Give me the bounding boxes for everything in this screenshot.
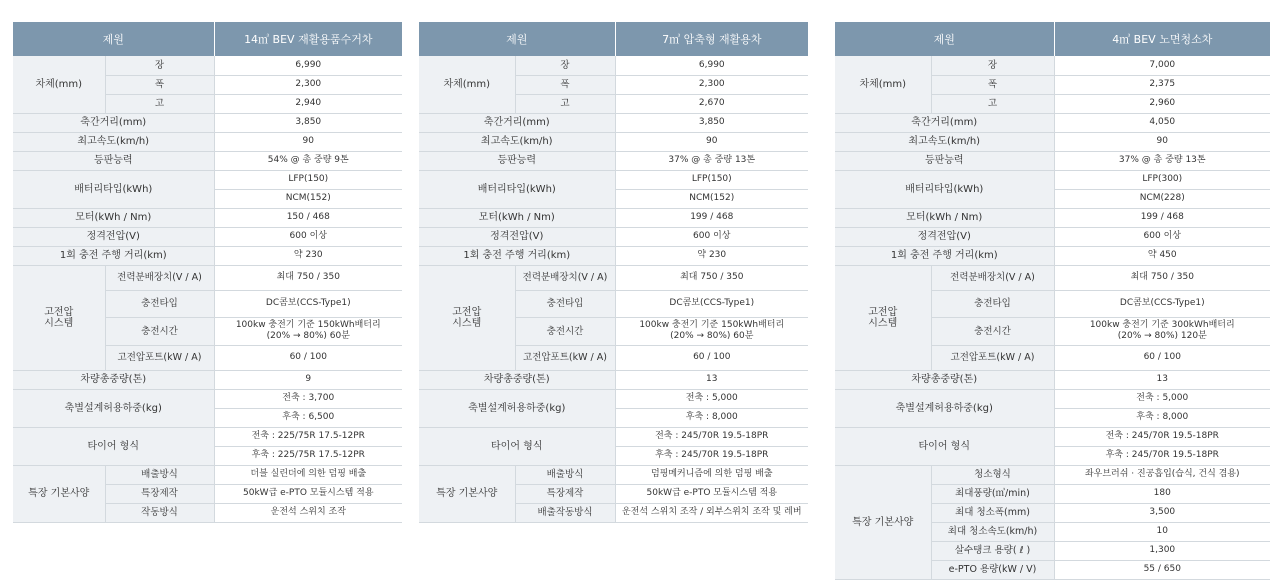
battery-label: 배터리타입(kWh) xyxy=(13,170,214,208)
high-voltage-port-value: 60 / 100 xyxy=(214,345,402,370)
wheelbase-label: 축간거리(mm) xyxy=(13,113,214,132)
battery-label: 배터리타입(kWh) xyxy=(419,170,615,208)
header-label: 제원 xyxy=(419,22,615,56)
motor-label: 모터(kWh / Nm) xyxy=(13,208,214,227)
range-label: 1회 충전 주행 거리(km) xyxy=(419,246,615,265)
gross-weight-label: 차량총중량(톤) xyxy=(13,370,214,389)
battery-value-2: NCM(152) xyxy=(214,189,402,208)
height-value: 2,960 xyxy=(1054,94,1270,113)
gradeability-label: 등판능력 xyxy=(835,151,1054,170)
charging-type-value: DC콤보(CCS-Type1) xyxy=(615,290,808,317)
battery-label: 배터리타입(kWh) xyxy=(835,170,1054,208)
feature-1-value: 덤핑메커니즘에 의한 덤핑 배출 xyxy=(615,465,808,484)
body-dimensions-label: 차체(mm) xyxy=(13,56,105,113)
tire-rear: 후축 : 245/70R 19.5-18PR xyxy=(1054,446,1270,465)
feature-5-label: 살수탱크 용량( ℓ ) xyxy=(931,541,1054,560)
spec-table-7m3-compactor xyxy=(419,22,808,523)
feature-2-label: 특장제작 xyxy=(515,484,615,503)
max-speed-value: 90 xyxy=(1054,132,1270,151)
charging-time-value: 100kw 충전기 기준 300kWh배터리 (20% → 80%) 120분 xyxy=(1054,317,1270,345)
max-speed-value: 90 xyxy=(615,132,808,151)
height-label: 고 xyxy=(931,94,1054,113)
wheelbase-value: 3,850 xyxy=(214,113,402,132)
gross-weight-value: 13 xyxy=(615,370,808,389)
width-label: 폭 xyxy=(931,75,1054,94)
width-value: 2,375 xyxy=(1054,75,1270,94)
high-voltage-system-label: 고전압 시스템 xyxy=(419,265,515,370)
feature-2-value: 180 xyxy=(1054,484,1270,503)
feature-1-value: 더블 실린더에 의한 덤핑 배출 xyxy=(214,465,402,484)
tire-front: 전축 : 225/75R 17.5-12PR xyxy=(214,427,402,446)
header-label: 제원 xyxy=(13,22,214,56)
feature-2-label: 특장제작 xyxy=(105,484,214,503)
feature-5-value: 1,300 xyxy=(1054,541,1270,560)
gross-weight-label: 차량총중량(톤) xyxy=(835,370,1054,389)
axle-load-front: 전축 : 5,000 xyxy=(1054,389,1270,408)
high-voltage-system-label: 고전압 시스템 xyxy=(13,265,105,370)
battery-value-1: LFP(300) xyxy=(1054,170,1270,189)
body-dimensions-label: 차체(mm) xyxy=(835,56,931,113)
wheelbase-label: 축간거리(mm) xyxy=(419,113,615,132)
feature-3-label: 최대 청소폭(mm) xyxy=(931,503,1054,522)
high-voltage-port-label: 고전압포트(kW / A) xyxy=(515,345,615,370)
motor-label: 모터(kWh / Nm) xyxy=(835,208,1054,227)
gradeability-label: 등판능력 xyxy=(13,151,214,170)
header-model: 7㎥ 압축형 재활용차 xyxy=(615,22,808,56)
max-speed-value: 90 xyxy=(214,132,402,151)
feature-3-label: 배출작동방식 xyxy=(515,503,615,522)
tire-front: 전축 : 245/70R 19.5-18PR xyxy=(1054,427,1270,446)
height-label: 고 xyxy=(105,94,214,113)
high-voltage-port-label: 고전압포트(kW / A) xyxy=(931,345,1054,370)
width-value: 2,300 xyxy=(214,75,402,94)
feature-4-value: 10 xyxy=(1054,522,1270,541)
header-model: 4㎥ BEV 노면청소차 xyxy=(1054,22,1270,56)
header-label: 제원 xyxy=(835,22,1054,56)
rated-voltage-value: 600 이상 xyxy=(214,227,402,246)
high-voltage-system-label: 고전압 시스템 xyxy=(835,265,931,370)
tire-type-label: 타이어 형식 xyxy=(835,427,1054,465)
tire-rear: 후축 : 245/70R 19.5-18PR xyxy=(615,446,808,465)
feature-2-value: 50kW급 e-PTO 모듈시스템 적용 xyxy=(214,484,402,503)
rated-voltage-value: 600 이상 xyxy=(615,227,808,246)
charging-type-value: DC콤보(CCS-Type1) xyxy=(1054,290,1270,317)
max-speed-label: 최고속도(km/h) xyxy=(835,132,1054,151)
tire-type-label: 타이어 형식 xyxy=(13,427,214,465)
rated-voltage-label: 정격전압(V) xyxy=(419,227,615,246)
max-speed-label: 최고속도(km/h) xyxy=(13,132,214,151)
gradeability-label: 등판능력 xyxy=(419,151,615,170)
header-model: 14㎥ BEV 재활용품수거차 xyxy=(214,22,402,56)
range-value: 약 230 xyxy=(214,246,402,265)
feature-6-value: 55 / 650 xyxy=(1054,560,1270,579)
range-value: 약 450 xyxy=(1054,246,1270,265)
range-label: 1회 충전 주행 거리(km) xyxy=(13,246,214,265)
battery-value-2: NCM(152) xyxy=(615,189,808,208)
feature-2-value: 50kW급 e-PTO 모듈시스템 적용 xyxy=(615,484,808,503)
wheelbase-label: 축간거리(mm) xyxy=(835,113,1054,132)
feature-6-label: e-PTO 용량(kW / V) xyxy=(931,560,1054,579)
high-voltage-port-value: 60 / 100 xyxy=(615,345,808,370)
axle-load-rear: 후축 : 8,000 xyxy=(615,408,808,427)
feature-1-label: 배출방식 xyxy=(105,465,214,484)
motor-label: 모터(kWh / Nm) xyxy=(419,208,615,227)
charging-type-label: 충전타입 xyxy=(931,290,1054,317)
body-dimensions-label: 차체(mm) xyxy=(419,56,515,113)
feature-3-label: 작동방식 xyxy=(105,503,214,522)
range-value: 약 230 xyxy=(615,246,808,265)
feature-3-value: 3,500 xyxy=(1054,503,1270,522)
length-value: 6,990 xyxy=(615,56,808,75)
range-label: 1회 충전 주행 거리(km) xyxy=(835,246,1054,265)
axle-load-label: 축별설계허용하중(kg) xyxy=(419,389,615,427)
charging-time-label: 충전시간 xyxy=(515,317,615,345)
motor-value: 150 / 468 xyxy=(214,208,402,227)
width-value: 2,300 xyxy=(615,75,808,94)
rated-voltage-label: 정격전압(V) xyxy=(835,227,1054,246)
high-voltage-port-value: 60 / 100 xyxy=(1054,345,1270,370)
length-label: 장 xyxy=(931,56,1054,75)
motor-value: 199 / 468 xyxy=(615,208,808,227)
high-voltage-port-label: 고전압포트(kW / A) xyxy=(105,345,214,370)
feature-3-value: 운전석 스위치 조작 / 외부스위치 조작 및 레버 xyxy=(615,503,808,522)
battery-value-1: LFP(150) xyxy=(615,170,808,189)
feature-1-value: 좌우브러쉬 · 진공흡입(습식, 건식 겸용) xyxy=(1054,465,1270,484)
axle-load-rear: 후축 : 8,000 xyxy=(1054,408,1270,427)
gradeability-value: 37% @ 총 중량 13톤 xyxy=(1054,151,1270,170)
charging-type-value: DC콤보(CCS-Type1) xyxy=(214,290,402,317)
height-value: 2,670 xyxy=(615,94,808,113)
axle-load-label: 축별설계허용하중(kg) xyxy=(835,389,1054,427)
feature-2-label: 최대풍량(㎥/min) xyxy=(931,484,1054,503)
power-distribution-label: 전력분배장치(V / A) xyxy=(931,265,1054,290)
width-label: 폭 xyxy=(515,75,615,94)
charging-time-label: 충전시간 xyxy=(105,317,214,345)
power-distribution-label: 전력분배장치(V / A) xyxy=(515,265,615,290)
feature-1-label: 청소형식 xyxy=(931,465,1054,484)
length-value: 7,000 xyxy=(1054,56,1270,75)
power-distribution-value: 최대 750 / 350 xyxy=(214,265,402,290)
feature-4-label: 최대 청소속도(km/h) xyxy=(931,522,1054,541)
battery-value-1: LFP(150) xyxy=(214,170,402,189)
gross-weight-label: 차량총중량(톤) xyxy=(419,370,615,389)
axle-load-label: 축별설계허용하중(kg) xyxy=(13,389,214,427)
power-distribution-label: 전력분배장치(V / A) xyxy=(105,265,214,290)
width-label: 폭 xyxy=(105,75,214,94)
spec-table-4m3-street-sweeper xyxy=(835,22,1270,580)
axle-load-front: 전축 : 3,700 xyxy=(214,389,402,408)
length-label: 장 xyxy=(515,56,615,75)
power-distribution-value: 최대 750 / 350 xyxy=(615,265,808,290)
spec-table-14m3-recycling xyxy=(13,22,402,523)
length-label: 장 xyxy=(105,56,214,75)
gradeability-value: 37% @ 총 중량 13톤 xyxy=(615,151,808,170)
tire-type-label: 타이어 형식 xyxy=(419,427,615,465)
battery-value-2: NCM(228) xyxy=(1054,189,1270,208)
feature-1-label: 배출방식 xyxy=(515,465,615,484)
power-distribution-value: 최대 750 / 350 xyxy=(1054,265,1270,290)
motor-value: 199 / 468 xyxy=(1054,208,1270,227)
axle-load-front: 전축 : 5,000 xyxy=(615,389,808,408)
gross-weight-value: 9 xyxy=(214,370,402,389)
tire-rear: 후축 : 225/75R 17.5-12PR xyxy=(214,446,402,465)
rated-voltage-label: 정격전압(V) xyxy=(13,227,214,246)
tire-front: 전축 : 245/70R 19.5-18PR xyxy=(615,427,808,446)
height-label: 고 xyxy=(515,94,615,113)
rated-voltage-value: 600 이상 xyxy=(1054,227,1270,246)
charging-time-value: 100kw 충전기 기준 150kWh배터리 (20% → 80%) 60분 xyxy=(615,317,808,345)
height-value: 2,940 xyxy=(214,94,402,113)
charging-type-label: 충전타입 xyxy=(515,290,615,317)
length-value: 6,990 xyxy=(214,56,402,75)
max-speed-label: 최고속도(km/h) xyxy=(419,132,615,151)
gradeability-value: 54% @ 총 중량 9톤 xyxy=(214,151,402,170)
charging-time-value: 100kw 충전기 기준 150kWh배터리 (20% → 80%) 60분 xyxy=(214,317,402,345)
gross-weight-value: 13 xyxy=(1054,370,1270,389)
wheelbase-value: 3,850 xyxy=(615,113,808,132)
special-features-label: 특장 기본사양 xyxy=(419,465,515,522)
special-features-label: 특장 기본사양 xyxy=(13,465,105,522)
axle-load-rear: 후축 : 6,500 xyxy=(214,408,402,427)
feature-3-value: 운전석 스위치 조작 xyxy=(214,503,402,522)
charging-type-label: 충전타입 xyxy=(105,290,214,317)
wheelbase-value: 4,050 xyxy=(1054,113,1270,132)
charging-time-label: 충전시간 xyxy=(931,317,1054,345)
special-features-label: 특장 기본사양 xyxy=(835,465,931,579)
